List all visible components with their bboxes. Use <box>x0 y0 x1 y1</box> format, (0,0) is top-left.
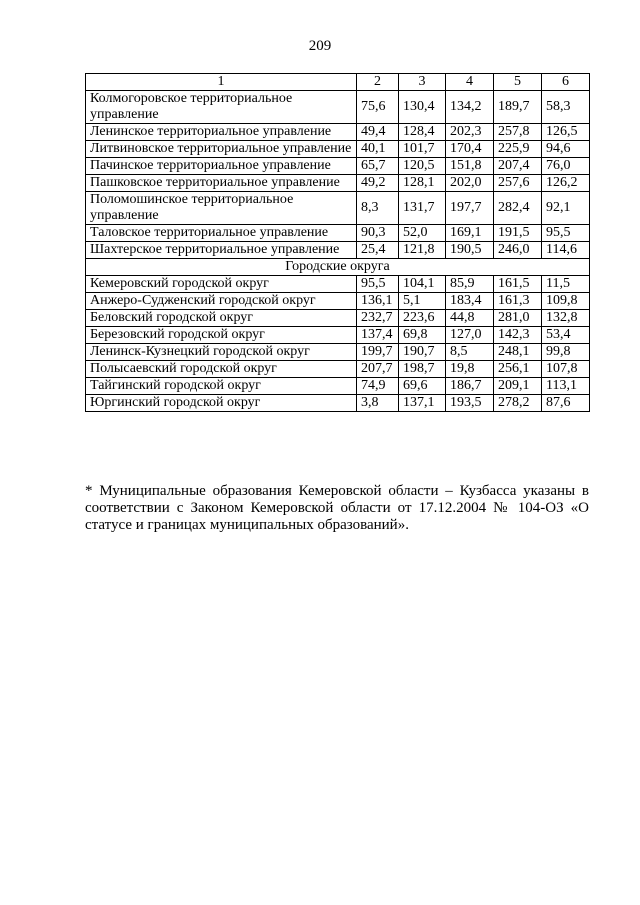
row-name: Полысаевский городской округ <box>86 361 357 378</box>
row-value: 126,5 <box>542 124 590 141</box>
row-value: 58,3 <box>542 91 590 124</box>
footnote: * Муниципальные образования Кемеровской области – Кузбасса указаны в соответствии с Законом Кемеровской области от 17.12.2004 № 104-ОЗ «О статусе и границах муниципальных образований». <box>85 483 589 533</box>
row-value: 92,1 <box>542 192 590 225</box>
row-value: 25,4 <box>357 242 399 259</box>
row-value: 128,1 <box>399 175 446 192</box>
table-row <box>86 276 590 293</box>
row-value: 137,1 <box>399 395 446 412</box>
row-value: 183,4 <box>446 293 494 310</box>
row-value: 257,8 <box>494 124 542 141</box>
row-value: 3,8 <box>357 395 399 412</box>
row-value: 278,2 <box>494 395 542 412</box>
row-value: 120,5 <box>399 158 446 175</box>
row-value: 248,1 <box>494 344 542 361</box>
row-value: 131,7 <box>399 192 446 225</box>
row-value: 87,6 <box>542 395 590 412</box>
column-header: 3 <box>399 74 446 91</box>
table-row <box>86 310 590 327</box>
table-row <box>86 344 590 361</box>
column-header: 1 <box>86 74 357 91</box>
row-value: 40,1 <box>357 141 399 158</box>
row-value: 256,1 <box>494 361 542 378</box>
row-value: 101,7 <box>399 141 446 158</box>
row-value: 128,4 <box>399 124 446 141</box>
row-value: 8,3 <box>357 192 399 225</box>
row-value: 95,5 <box>542 225 590 242</box>
section-title: Городские округа <box>86 259 590 276</box>
row-value: 113,1 <box>542 378 590 395</box>
row-value: 49,4 <box>357 124 399 141</box>
row-value: 134,2 <box>446 91 494 124</box>
row-value: 197,7 <box>446 192 494 225</box>
row-value: 75,6 <box>357 91 399 124</box>
row-value: 11,5 <box>542 276 590 293</box>
row-name: Анжеро-Судженский городской округ <box>86 293 357 310</box>
row-value: 257,6 <box>494 175 542 192</box>
row-value: 85,9 <box>446 276 494 293</box>
row-value: 107,8 <box>542 361 590 378</box>
page-number: 209 <box>308 38 332 54</box>
table-row <box>86 361 590 378</box>
row-value: 232,7 <box>357 310 399 327</box>
row-value: 94,6 <box>542 141 590 158</box>
row-value: 69,6 <box>399 378 446 395</box>
row-value: 202,0 <box>446 175 494 192</box>
row-value: 161,3 <box>494 293 542 310</box>
row-value: 99,8 <box>542 344 590 361</box>
table-row <box>86 141 590 158</box>
row-value: 104,1 <box>399 276 446 293</box>
row-value: 127,0 <box>446 327 494 344</box>
row-value: 207,4 <box>494 158 542 175</box>
row-value: 5,1 <box>399 293 446 310</box>
data-table <box>85 73 590 412</box>
row-value: 69,8 <box>399 327 446 344</box>
row-name: Колмогоровское территориальное управление <box>86 91 357 124</box>
row-value: 189,7 <box>494 91 542 124</box>
row-value: 151,8 <box>446 158 494 175</box>
row-value: 142,3 <box>494 327 542 344</box>
row-value: 199,7 <box>357 344 399 361</box>
row-name: Кемеровский городской округ <box>86 276 357 293</box>
table-row <box>86 175 590 192</box>
table-row <box>86 91 590 124</box>
table-row <box>86 395 590 412</box>
row-value: 136,1 <box>357 293 399 310</box>
row-value: 114,6 <box>542 242 590 259</box>
table-row <box>86 242 590 259</box>
row-value: 209,1 <box>494 378 542 395</box>
row-value: 121,8 <box>399 242 446 259</box>
row-value: 65,7 <box>357 158 399 175</box>
row-name: Поломошинское территориальное управление <box>86 192 357 225</box>
table-row <box>86 225 590 242</box>
row-value: 207,7 <box>357 361 399 378</box>
row-name: Юргинский городской округ <box>86 395 357 412</box>
table-row <box>86 158 590 175</box>
row-value: 170,4 <box>446 141 494 158</box>
row-name: Ленинск-Кузнецкий городской округ <box>86 344 357 361</box>
row-value: 191,5 <box>494 225 542 242</box>
row-name: Пачинское территориальное управление <box>86 158 357 175</box>
table-row <box>86 124 590 141</box>
row-name: Беловский городской округ <box>86 310 357 327</box>
column-header: 6 <box>542 74 590 91</box>
row-value: 246,0 <box>494 242 542 259</box>
row-value: 190,5 <box>446 242 494 259</box>
row-value: 19,8 <box>446 361 494 378</box>
table-row <box>86 327 590 344</box>
row-value: 74,9 <box>357 378 399 395</box>
row-value: 52,0 <box>399 225 446 242</box>
row-name: Тайгинский городской округ <box>86 378 357 395</box>
row-name: Ленинское территориальное управление <box>86 124 357 141</box>
row-value: 190,7 <box>399 344 446 361</box>
row-value: 130,4 <box>399 91 446 124</box>
row-value: 281,0 <box>494 310 542 327</box>
section-row <box>86 259 590 276</box>
row-value: 169,1 <box>446 225 494 242</box>
table-row <box>86 192 590 225</box>
row-value: 109,8 <box>542 293 590 310</box>
column-header: 5 <box>494 74 542 91</box>
table-row <box>86 378 590 395</box>
row-value: 198,7 <box>399 361 446 378</box>
column-header: 4 <box>446 74 494 91</box>
row-name: Березовский городской округ <box>86 327 357 344</box>
row-value: 90,3 <box>357 225 399 242</box>
row-value: 225,9 <box>494 141 542 158</box>
row-name: Шахтерское территориальное управление <box>86 242 357 259</box>
row-name: Таловское территориальное управление <box>86 225 357 242</box>
row-value: 76,0 <box>542 158 590 175</box>
row-value: 282,4 <box>494 192 542 225</box>
row-value: 202,3 <box>446 124 494 141</box>
row-name: Литвиновское территориальное управление <box>86 141 357 158</box>
row-value: 49,2 <box>357 175 399 192</box>
row-value: 44,8 <box>446 310 494 327</box>
row-value: 186,7 <box>446 378 494 395</box>
row-value: 8,5 <box>446 344 494 361</box>
column-header: 2 <box>357 74 399 91</box>
row-value: 137,4 <box>357 327 399 344</box>
header-row <box>86 74 590 91</box>
row-value: 193,5 <box>446 395 494 412</box>
row-value: 223,6 <box>399 310 446 327</box>
row-value: 53,4 <box>542 327 590 344</box>
row-value: 126,2 <box>542 175 590 192</box>
row-value: 95,5 <box>357 276 399 293</box>
row-value: 161,5 <box>494 276 542 293</box>
table-row <box>86 293 590 310</box>
row-value: 132,8 <box>542 310 590 327</box>
row-name: Пашковское территориальное управление <box>86 175 357 192</box>
